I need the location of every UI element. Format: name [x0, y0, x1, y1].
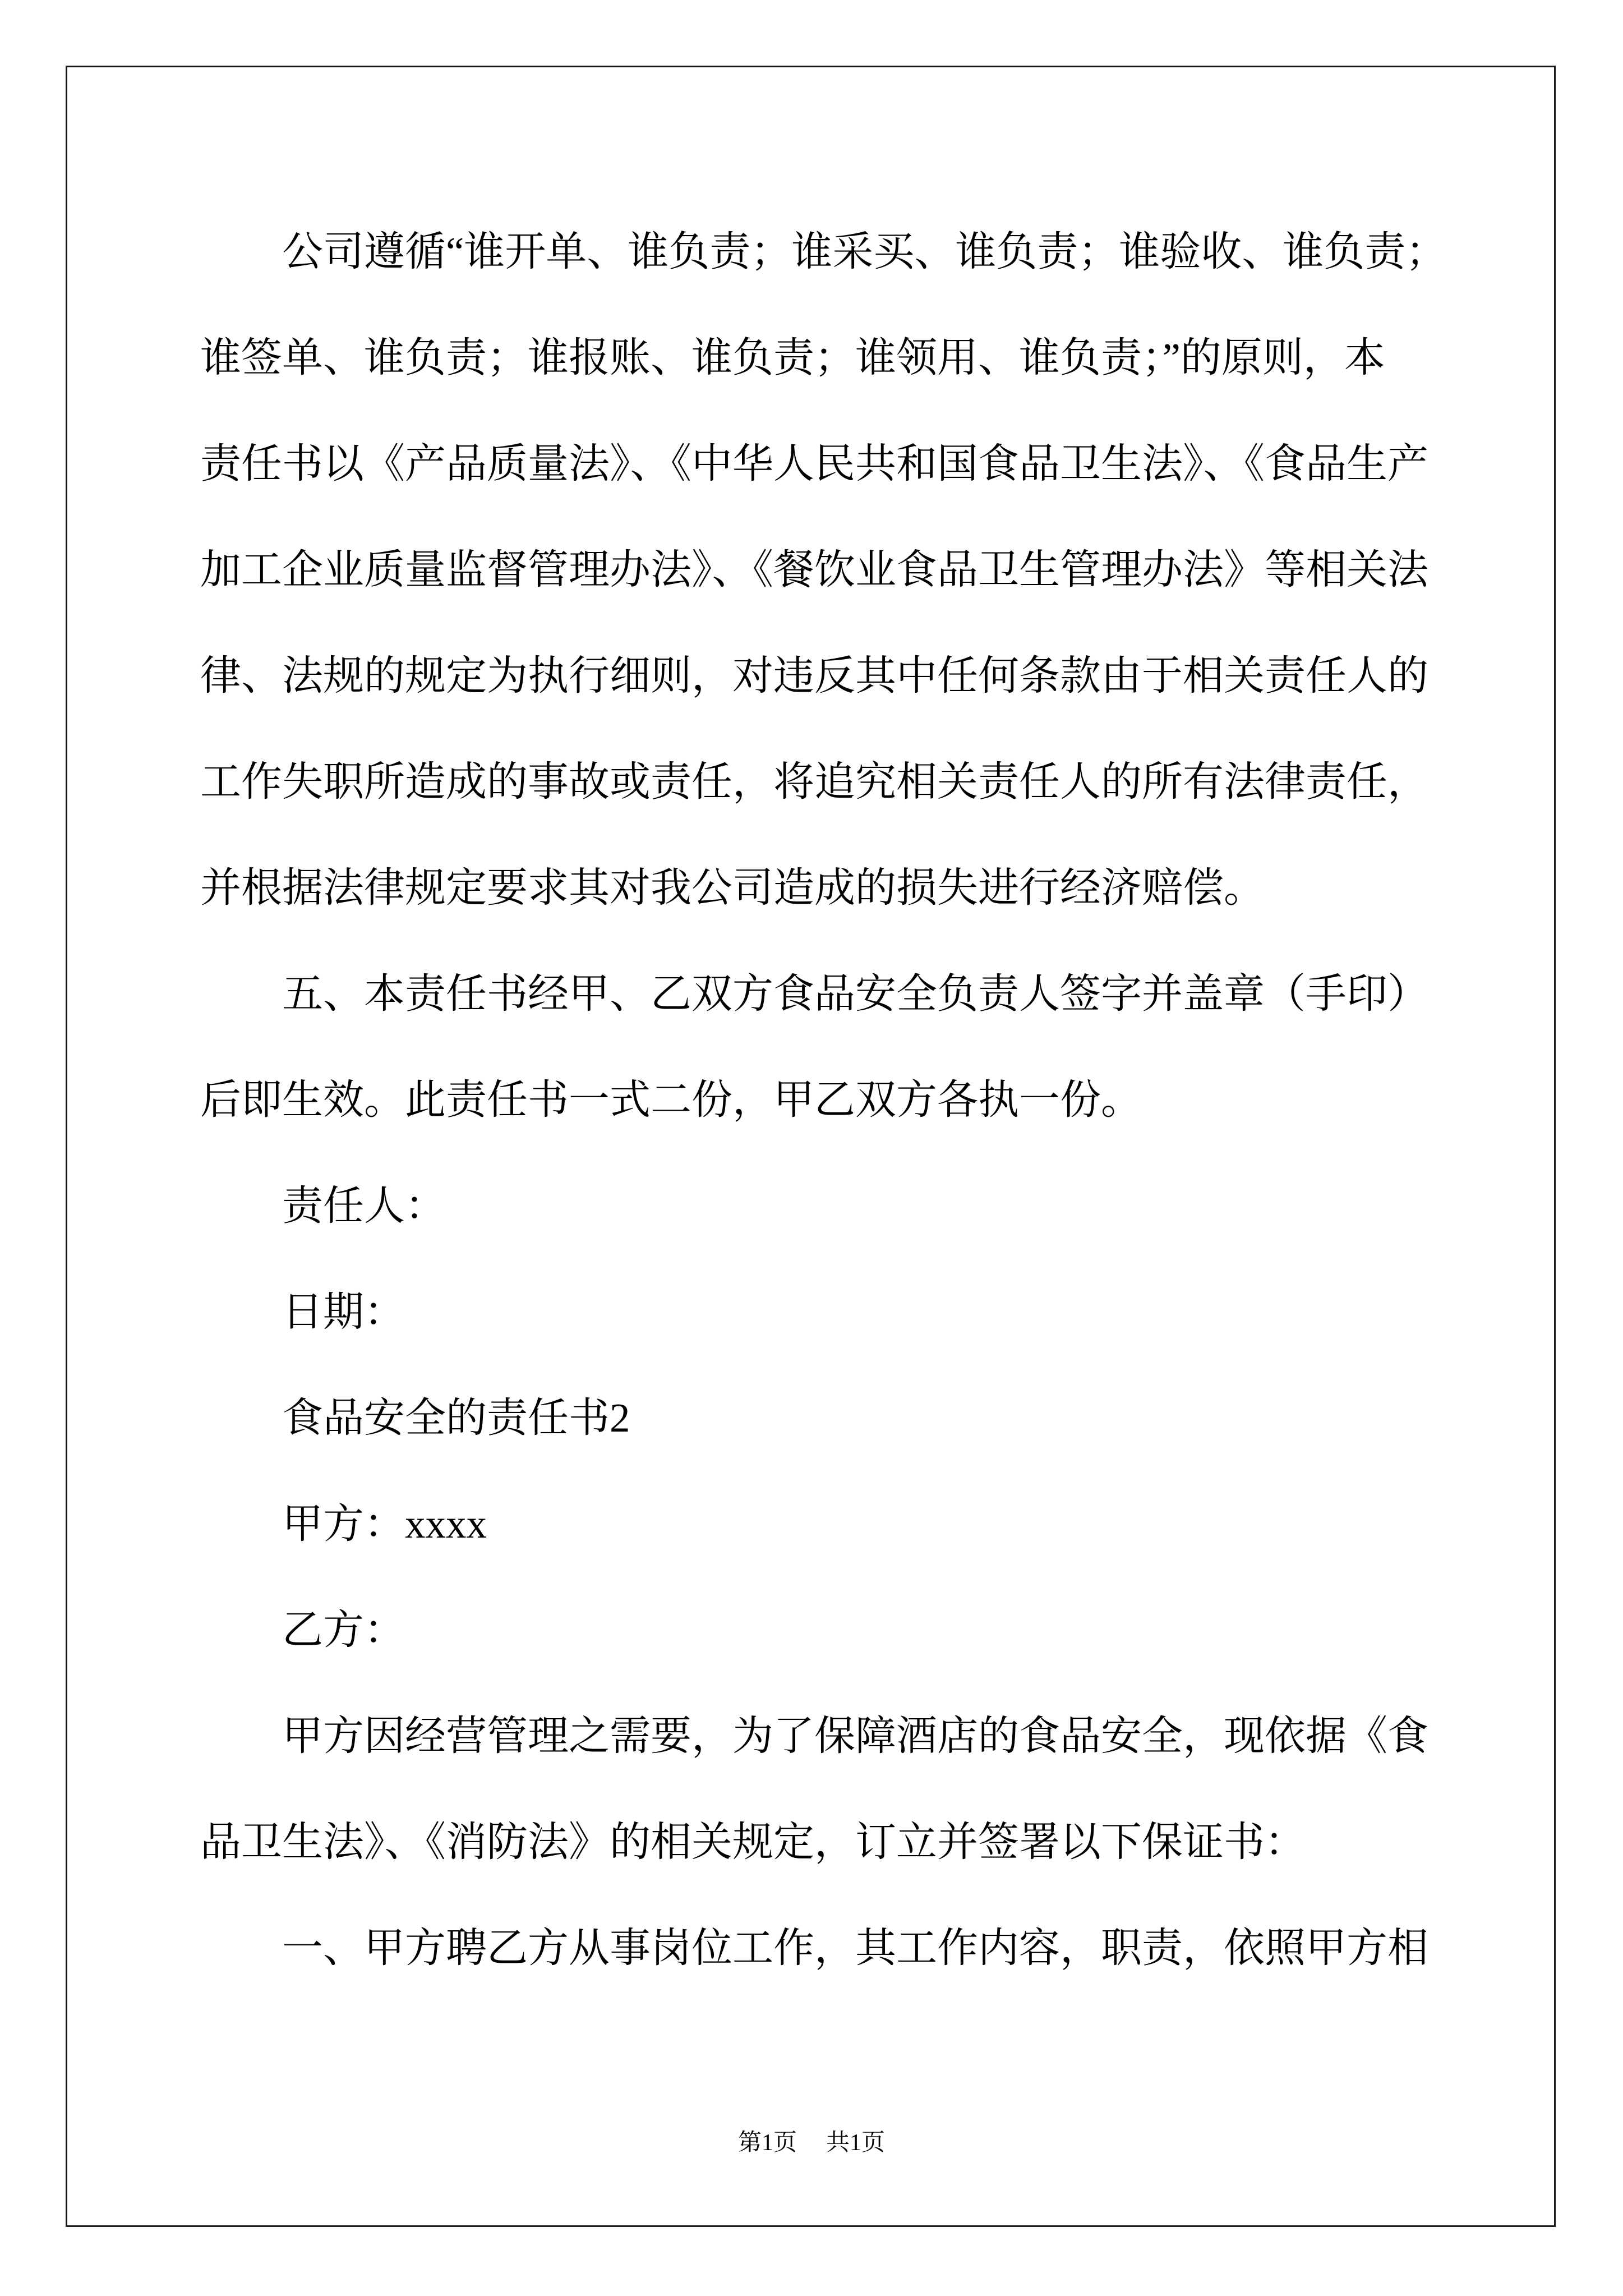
page-footer — [0, 2126, 1623, 2160]
clause-5-paragraph — [200, 941, 1490, 1153]
text-line: 品卫生法》、《消防法》的相关规定，订立并签署以下保证书： — [200, 1819, 1306, 1865]
text-line: 一、甲方聘乙方从事岗位工作，其工作内容，职责，依照甲方相 — [282, 1925, 1428, 1971]
text-line: 公司遵循“谁开单、谁负责；谁采买、谁负责；谁验收、谁负责； — [282, 229, 1447, 274]
page-number: 第1页 — [737, 2130, 797, 2156]
date-line — [200, 1259, 1490, 1365]
text-line: 责任人： — [282, 1183, 446, 1228]
text-line: 责任书以《产品质量法》、《中华人民共和国食品卫生法》、《食品生产 — [200, 441, 1428, 486]
clause-1-paragraph — [200, 1895, 1490, 2001]
text-line: 日期： — [282, 1289, 405, 1335]
text-line: 甲方：xxxx — [282, 1501, 487, 1547]
document-body — [200, 199, 1490, 2001]
party-b-line — [200, 1577, 1490, 1683]
responsible-person-line — [200, 1153, 1490, 1259]
text-line: 五、本责任书经甲、乙双方食品安全负责人签字并盖章（手印） — [282, 971, 1428, 1016]
page-count: 共1页 — [826, 2130, 886, 2156]
text-line: 后即生效。此责任书一式二份，甲乙双方各执一份。 — [200, 1077, 1142, 1122]
text-line: 乙方： — [282, 1607, 405, 1653]
party-a-line — [200, 1471, 1490, 1577]
text-line: 并根据法律规定要求其对我公司造成的损失进行经济赔偿。 — [200, 865, 1265, 910]
preamble-paragraph — [200, 1683, 1490, 1895]
text-line: 甲方因经营管理之需要，为了保障酒店的食品安全，现依据《食 — [282, 1713, 1428, 1759]
liability-clause-paragraph — [200, 199, 1490, 941]
text-line: 工作失职所造成的事故或责任，将追究相关责任人的所有法律责任， — [200, 759, 1428, 804]
section-title — [200, 1365, 1490, 1471]
text-line: 食品安全的责任书2 — [282, 1395, 630, 1441]
text-line: 律、法规的规定为执行细则，对违反其中任何条款由于相关责任人的 — [200, 653, 1428, 698]
text-line: 谁签单、谁负责；谁报账、谁负责；谁领用、谁负责；”的原则，本 — [200, 335, 1385, 380]
text-line: 加工企业质量监督管理办法》、《餐饮业食品卫生管理办法》等相关法 — [200, 547, 1428, 592]
